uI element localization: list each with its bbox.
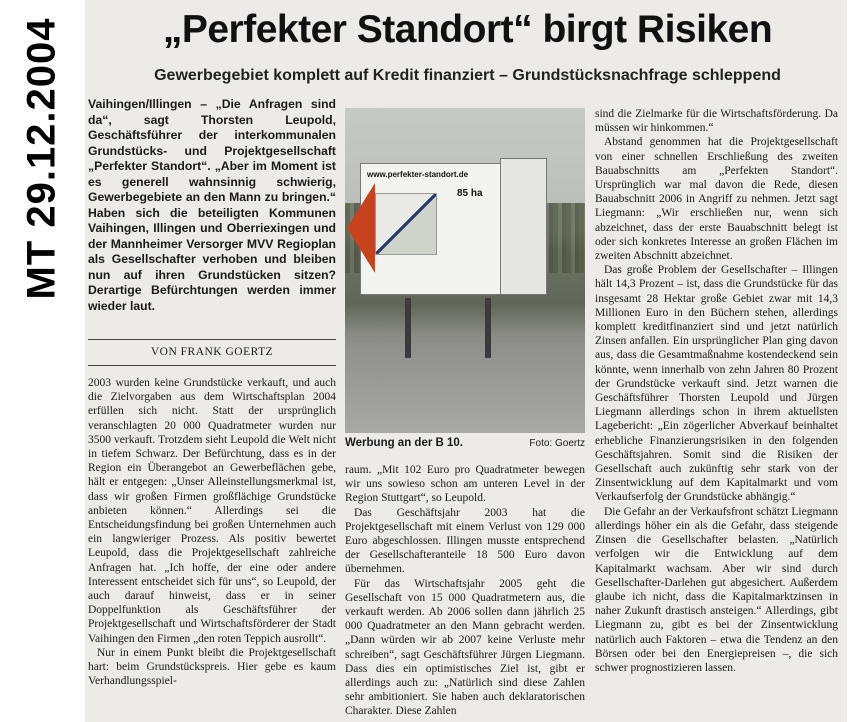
- sign-post: [405, 298, 411, 358]
- paragraph: Nur in einem Punkt bleibt die Projektgesellschaft hart: beim Grundstückspreis. Hier gebe es kaum Verhandlungsspiel-: [88, 646, 336, 688]
- billboard-side: [500, 158, 547, 295]
- paragraph: raum. „Mit 102 Euro pro Quadratmeter bewegen wir uns sowieso schon am unteren Level in der Region Stuttgart“, so Leupold.: [345, 464, 585, 505]
- sign-post: [485, 298, 491, 358]
- newspaper-clipping: [85, 0, 847, 722]
- lead-paragraph: Vaihingen/Illingen – „Die Anfragen sind da“, sagt Thorsten Leupold, Geschäftsführer der interkommunalen Grundstücks- und Projektgesellschaft „Perfekter Standort“. „Aber im Moment ist es generell wahnsinnig schwierig, Gewerbegebiete an den Mann zu bringen.“ Haben sich die beteiligten Kommunen Vaihingen, Illingen und Oberriexingen und der Mannheimer Versorger MVV Regioplan als Gesellschafter verhoben und bleiben nun auf ihren Grundstücken sitzen? Derartige Befürchtungen werden immer wieder laut.: [88, 97, 336, 313]
- billboard-arrow-icon: [347, 183, 375, 273]
- photo-caption: [345, 437, 585, 449]
- paragraph: Für das Wirtschaftsjahr 2005 geht die Gesellschaft von 15 000 Quadratmetern aus, die verkauft werden. Ab 2006 sollen dann jährlich 25 000 Quadratmeter an den Mann gebracht werden. „Dann würden wir ab 2007 keine Verluste mehr schreiben“, sagt Geschäftsführer Jürgen Liegmann. Dass dies ein optimistisches Ziel ist, gibt er allerdings auch zu: „Natürlich sind diese Zahlen sehr ambitioniert. Sie haben auch deklaratorischen Charakter. Diese Zahlen: [345, 577, 585, 718]
- article-photo: [345, 108, 585, 433]
- paragraph: sind die Zielmarke für die Wirtschaftsförderung. Da müssen wir hinkommen.“: [595, 108, 838, 135]
- paragraph: Das Geschäftsjahr 2003 hat die Projektgesellschaft mit einem Verlust von 129 000 Euro abgeschlossen. Illingen musste entsprechend der Gesellschafteranteile 18 500 Euro davon übernehmen.: [345, 506, 585, 576]
- paragraph: Das große Problem der Gesellschafter – Illingen hält 14,3 Prozent – ist, dass die Grundstücke für das insgesamt 28 Hektar große Gebiet zwar mit 14,3 Millionen Euro in den Büchern stehen, allerdings komplett kreditfinanziert sind und jetzt natürlich Zinsen anfallen. Ein ursprünglicher Plan ging davon aus, dass die Gesamtmaßnahme kostendeckend sein könnte, wenn innerhalb von zehn Jahren 80 Prozent der Grundstücke verkauft sind. Jetzt warnen die Geschäftsführer Thorsten Leupold und Jürgen Liegmann allerdings schon in ihrem aktuellsten Lagebericht: „Ein zögerlicher Abverkauf beinhaltet erhebliche Finanzierungsrisiken in den folgenden Geschäftsjahren. Somit sind die Risiken der Gesellschaft auch zukünftig sehr stark von der Zinsentwicklung auf dem Kapitalmarkt und vom Verkaufserfolg der Grundstücke abhängig.“: [595, 264, 838, 504]
- byline: VON FRANK GOERTZ: [150, 346, 274, 358]
- photo-credit: Foto: Goertz: [529, 438, 585, 449]
- column-1-body: [88, 376, 336, 722]
- date-label-text: MT 29.12.2004: [19, 16, 64, 300]
- paragraph: 2003 wurden keine Grundstücke verkauft, und auch die Zielvorgaben aus dem Wirtschaftsplan 2004 erfüllen sich nicht. Statt der ursprünglich veranschlagten 20 000 Quadratmeter wurden nur 3500 verkauft. Trotzdem sieht Leupold die Welt nicht in tiefem Schwarz. Der Befürchtung, dass es in der Region ein Überangebot an Gewerbeflächen gebe, hält er entgegen: „Unser Alleinstellungsmerkmal ist, dass wir großen Firmen großflächige Grundstücke anbieten können.“ Allerdings sei die Entscheidungsfindung bei großen Unternehmen auch ein langwieriger Prozess. Als positiv bewertet Leupold, dass die Projektgesellschaft zahlreiche Anfragen hat. „Ich hoffe, der eine oder andere Interessent entscheidet sich für uns“, so Leupold, der auch darauf hinweist, dass er in seiner Doppelfunktion als Geschäftsführer der Projektgesellschaft und Wirtschaftsförderer der Stadt Vaihingen den Firmen „den roten Teppich ausrollt“.: [88, 377, 336, 645]
- paragraph: Abstand genommen hat die Projektgesellschaft von einer schnellen Erschließung des zweiten Bauabschnitts am „Perfekten Standort“. Ursprünglich war mal davon die Rede, diesen Bauabschnitt 2006 in Angriff zu nehmen. Jetzt sagt Liegmann: „Wir erschließen nur, wenn sich abzeichnet, dass der erste Bauabschnitt belegt ist oder sich konkretes Interesse an großen Flächen im zweiten Abschnitt abzeichnet.: [595, 136, 838, 263]
- billboard-graphic: [375, 193, 437, 255]
- byline-rule-bottom: [88, 365, 336, 366]
- subheadline: Gewerbegebiet komplett auf Kredit finanziert – Grundstücksnachfrage schleppend: [154, 67, 781, 84]
- caption-text: Werbung an der B 10.: [345, 437, 464, 449]
- byline-rule-top: [88, 339, 336, 340]
- date-label: [12, 18, 72, 298]
- column-2-body: [345, 463, 585, 722]
- billboard-url: www.perfekter-standort.de: [367, 170, 469, 179]
- photo-road: [345, 343, 585, 433]
- billboard-area: 85 ha: [457, 188, 483, 199]
- paragraph: Die Gefahr an der Verkaufsfront schätzt Liegmann allerdings höher ein als die Gefahr, dass steigende Zinsen die Gesellschafter belasten. „Natürlich verfolgen wir die Entwicklung auf dem Kapitalmarkt wachsam. Aber wir sind durch Gesellschafter-Darlehen gut abgesichert. Außerdem glaube ich nicht, dass die Kapitalmarktzinsen in naher Zukunft drastisch ansteigen.“ Allerdings, gibt Liegmann zu, gibt es bei der Zinsentwicklung natürlich auch Faktoren – etwa die Tendenz an den Börsen oder bei den Energiepreisen –, die sich schwer prognostizieren lassen.: [595, 505, 838, 674]
- headline: „Perfekter Standort“ birgt Risiken: [162, 8, 773, 51]
- column-3-body: [595, 107, 838, 719]
